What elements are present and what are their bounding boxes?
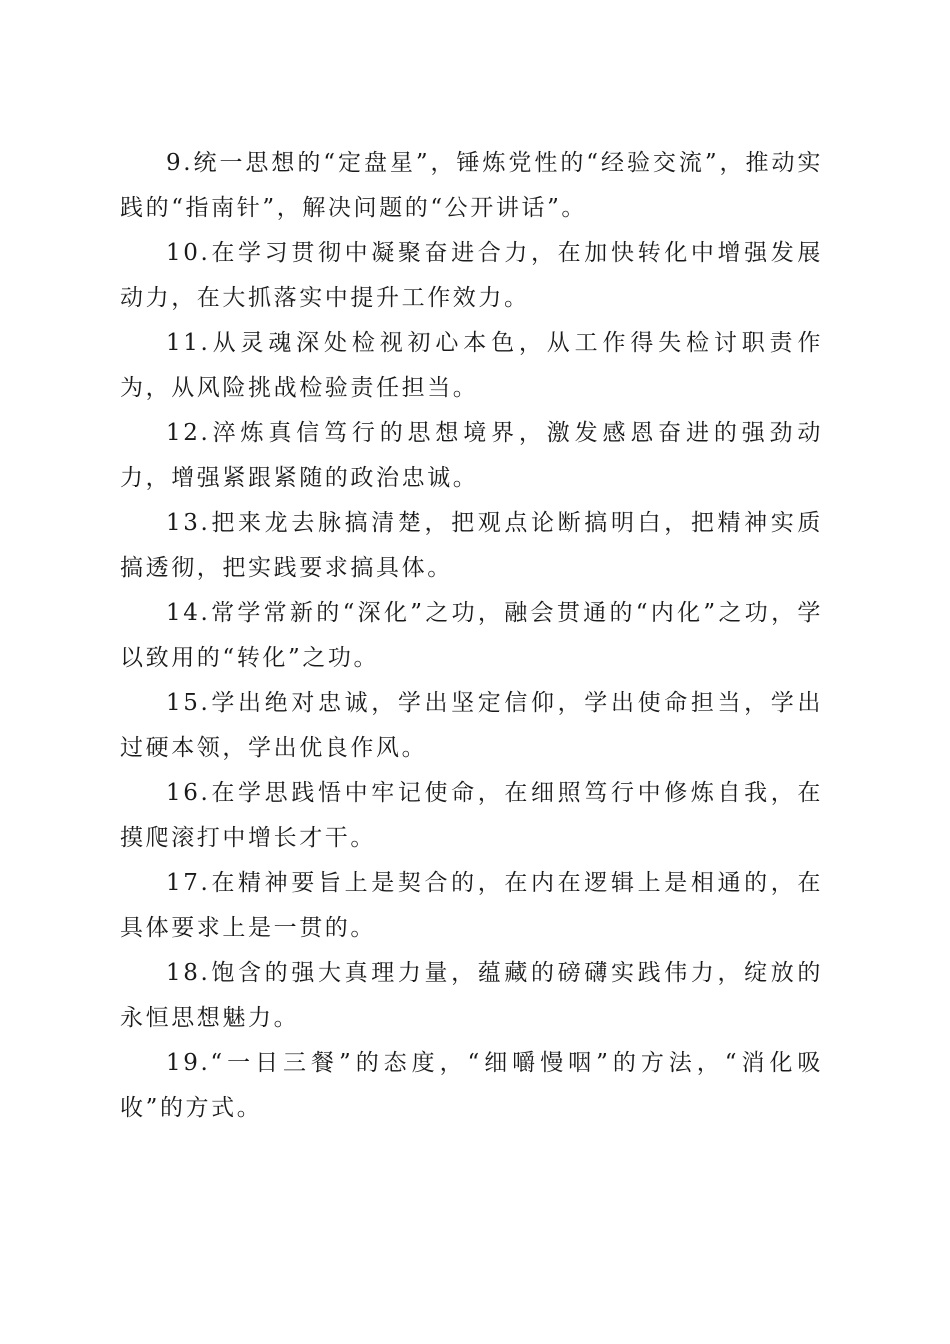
paragraph-item-16: 16.在学思践悟中牢记使命，在细照笃行中修炼自我，在摸爬滚打中增长才干。 — [120, 780, 823, 851]
paragraph-item-12: 12.淬炼真信笃行的思想境界，激发感恩奋进的强劲动力，增强紧跟紧随的政治忠诚。 — [120, 420, 823, 491]
paragraph-item-13: 13.把来龙去脉搞清楚，把观点论断搞明白，把精神实质搞透彻，把实践要求搞具体。 — [120, 510, 823, 581]
document-page — [120, 141, 823, 1131]
paragraph-item-10: 10.在学习贯彻中凝聚奋进合力，在加快转化中增强发展动力，在大抓落实中提升工作效力。 — [120, 240, 823, 311]
paragraph-item-15: 15.学出绝对忠诚，学出坚定信仰，学出使命担当，学出过硬本领，学出优良作风。 — [120, 690, 823, 761]
paragraph-item-18: 18.饱含的强大真理力量，蕴藏的磅礴实践伟力，绽放的永恒思想魅力。 — [120, 960, 823, 1031]
paragraph-item-14: 14.常学常新的“深化”之功，融会贯通的“内化”之功，学以致用的“转化”之功。 — [120, 600, 823, 671]
paragraph-item-19: 19.“一日三餐”的态度，“细嚼慢咽”的方法，“消化吸收”的方式。 — [120, 1050, 823, 1121]
paragraph-item-17: 17.在精神要旨上是契合的，在内在逻辑上是相通的，在具体要求上是一贯的。 — [120, 870, 823, 941]
paragraph-item-11: 11.从灵魂深处检视初心本色，从工作得失检讨职责作为，从风险挑战检验责任担当。 — [120, 330, 823, 401]
paragraph-item-9: 9.统一思想的“定盘星”，锤炼党性的“经验交流”，推动实践的“指南针”，解决问题的“公开讲话”。 — [120, 150, 823, 221]
